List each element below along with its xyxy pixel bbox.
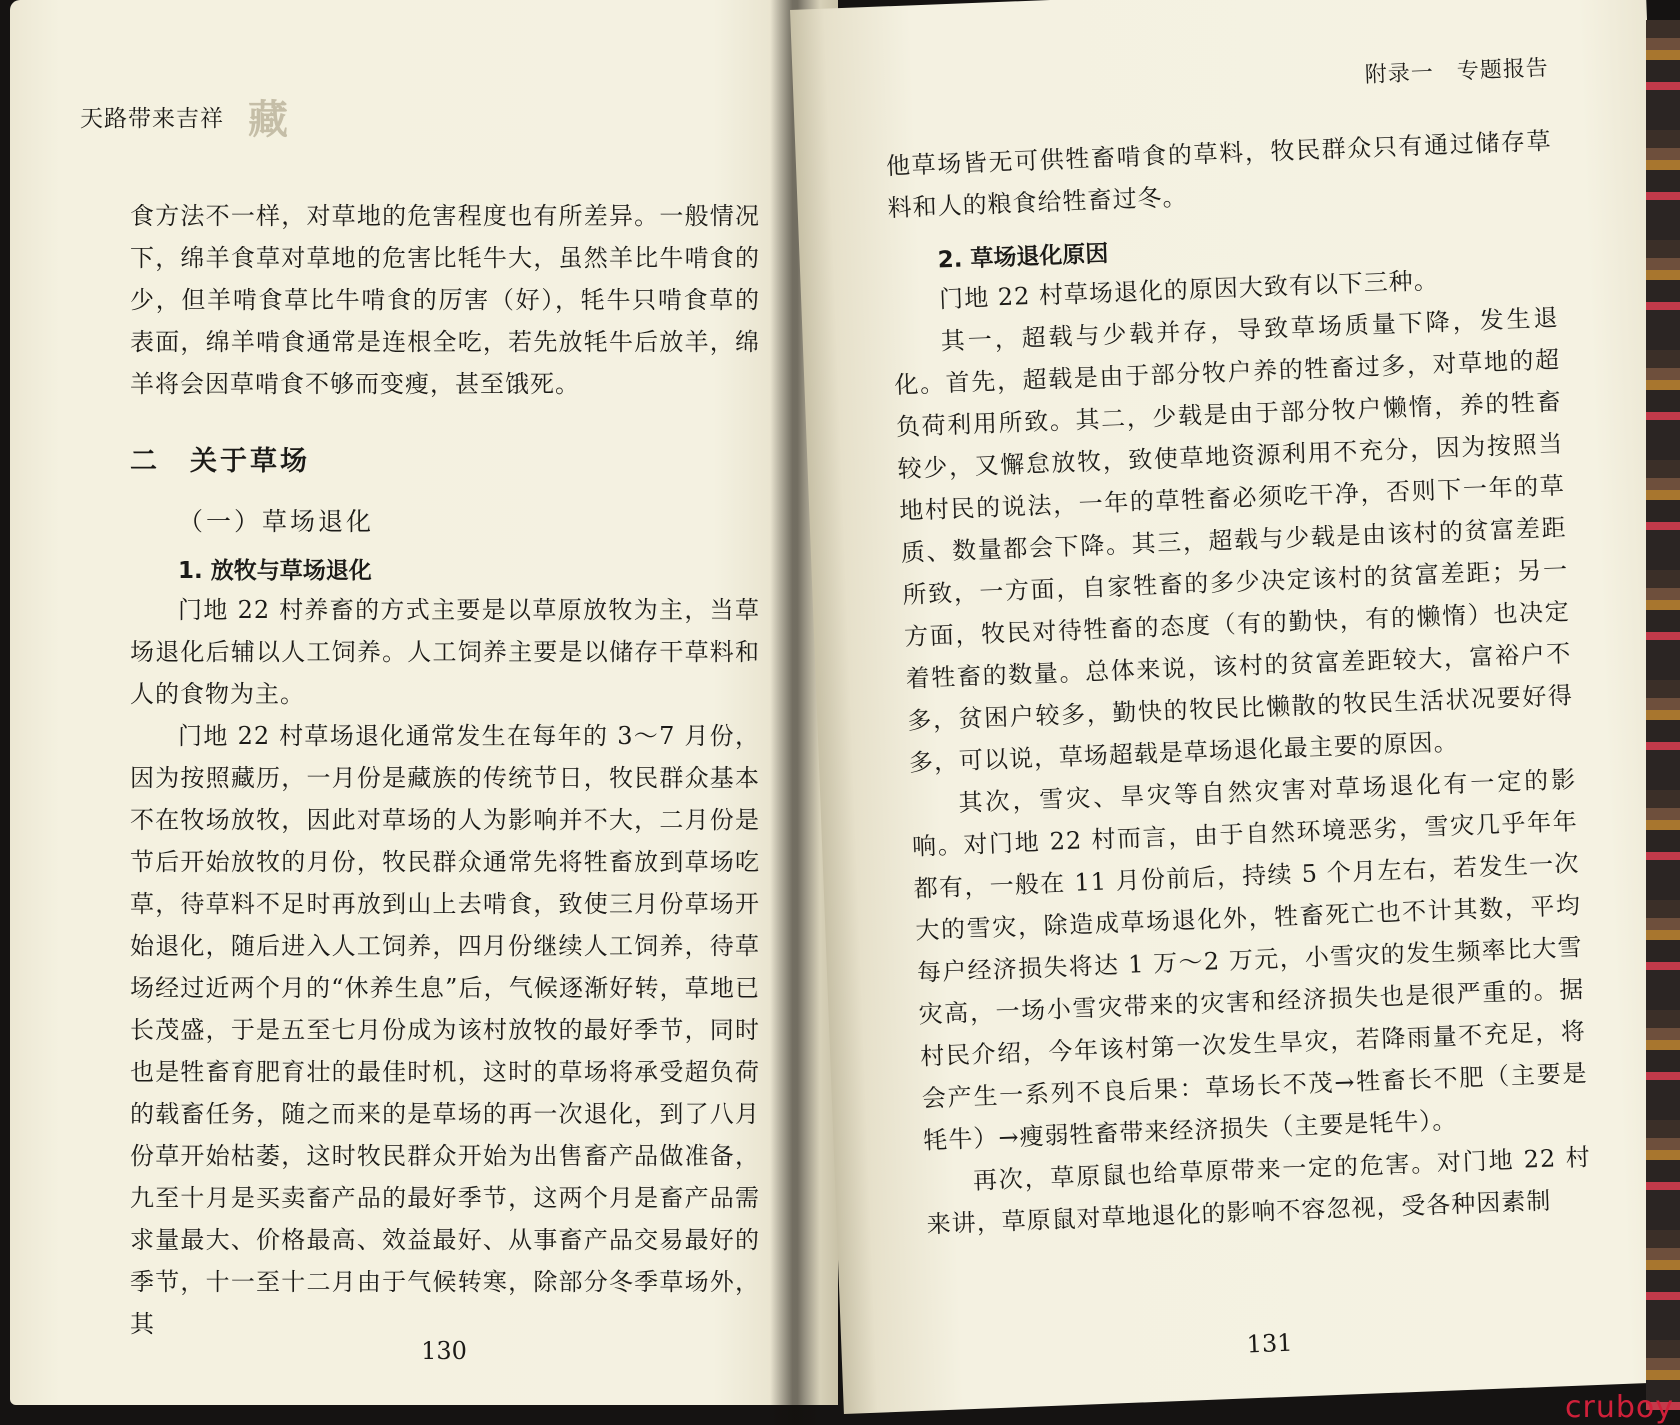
right-page bbox=[790, 0, 1680, 1414]
page-number-left: 130 bbox=[421, 1337, 467, 1365]
page-number-right: 131 bbox=[1246, 1328, 1293, 1359]
running-head-right: 附录一 专题报告 bbox=[1364, 55, 1550, 88]
left-body bbox=[130, 195, 760, 1345]
section-heading: 二 关于草场 bbox=[130, 446, 310, 477]
paragraph: 其一，超载与少载并存，导致草场质量下降，发生退化。首先，超载是由于部分牧户养的牲畜过多，对草地的超负荷利用所致。其二，少载是由于部分牧户懒惰，养的牲畜较少，又懈怠放牧，致使草地资源利用不充分，因为按照当地村民的说法，一年的草牲畜必须吃干净，否则下一年的草质、数量都会下降。其三，超载与少载是由该村的贫富差距所致，一方面，自家牲畜的多少决定该村的贫富差距；另一方面，牧民对待牲畜的态度（有的勤快，有的懒惰）也决定着牲畜的数量。总体来说，该村的贫富差距较大，富裕户不多，贫困户较多，勤快的牧民比懒散的牧民生活状况要好得多，可以说，草场超载是草场退化最主要的原因。 bbox=[893, 303, 1574, 777]
paragraph: 再次，草原鼠也给草原带来一定的危害。对门地 22 村来讲，草原鼠对草地退化的影响不容忽视，受各种因素制 bbox=[926, 1143, 1592, 1239]
paragraph: 门地 22 村养畜的方式主要是以草原放牧为主，当草场退化后辅以人工饲养。人工饲养主要是以储存干草料和人的食物为主。 bbox=[130, 596, 760, 708]
subsubsection-heading: 1. 放牧与草场退化 bbox=[178, 558, 372, 584]
paragraph: 门地 22 村草场退化的原因大致有以下三种。 bbox=[938, 266, 1440, 314]
running-head-left bbox=[80, 97, 760, 143]
book-title: 天路带来吉祥 bbox=[80, 106, 224, 132]
seal-glyph: 藏 bbox=[248, 97, 289, 143]
intro-paragraph: 食方法不一样，对草地的危害程度也有所差异。一般情况下，绵羊食草对草地的危害比牦牛大，虽然羊比牛啃食的少，但羊啃食草比牛啃食的厉害（好），牦牛只啃食草的表面，绵羊啃食通常是连根全吃，若先放牦牛后放羊，绵羊将会因草啃食不够而变瘦，甚至饿死。 bbox=[130, 202, 760, 398]
paragraph: 他草场皆无可供牲畜啃食的草料，牧民群众只有通过储存草料和人的粮食给牲畜过冬。 bbox=[885, 126, 1553, 223]
paragraph: 其次，雪灾、旱灾等自然灾害对草场退化有一定的影响。对门地 22 村而言，由于自然环境恶劣，雪灾几乎年年都有，一般在 11 月份前后，持续 5 个月左右，若发生一次大的雪灾，除造成草场退化外，牲畜死亡也不计其数，平均每户经济损失将达 1 万～2 万元，小雪灾的发生频率比大雪灾高，一场小雪灾带来的灾害和经济损失也是很严重的。据村民介绍，今年该村第一次发生旱灾，若降雨量不充足，将会产生一系列不良后果：草场长不茂→牲畜长不肥（主要是牦牛）→瘦弱牲畜带来经济损失（主要是牦牛）。 bbox=[911, 765, 1588, 1155]
subsection-heading: （一）草场退化 bbox=[178, 507, 375, 536]
paragraph: 门地 22 村草场退化通常发生在每年的 3～7 月份，因为按照藏历，一月份是藏族的传统节日，牧民群众基本不在牧场放牧，因此对草场的人为影响并不大，二月份是节后开始放牧的月份，牧民群众通常先将牲畜放到草场吃草，待草料不足时再放到山上去啃食，致使三月份草场开始退化，随后进入人工饲养，四月份继续人工饲养，待草场经过近两个月的“休养生息”后，气候逐渐好转，草地已长茂盛，于是五至七月份成为该村放牧的最好季节，同时也是牲畜育肥育壮的最佳时机，这时的草场将承受超负荷的载畜任务，随之而来的是草场的再一次退化，到了八月份草开始枯萎，这时牧民群众开始为出售畜产品做准备，九至十月是买卖畜产品的最好季节，这两个月是畜产品需求量最大、价格最高、效益最好、从事畜产品交易最好的季节，十一至十二月由于气候转寒，除部分冬季草场外，其 bbox=[130, 722, 760, 1338]
watermark: cruboy bbox=[1565, 1390, 1674, 1425]
page-edge-stripes bbox=[1646, 20, 1680, 1410]
left-page bbox=[10, 0, 838, 1405]
right-heading: 2. 草场退化原因 bbox=[937, 240, 1109, 274]
